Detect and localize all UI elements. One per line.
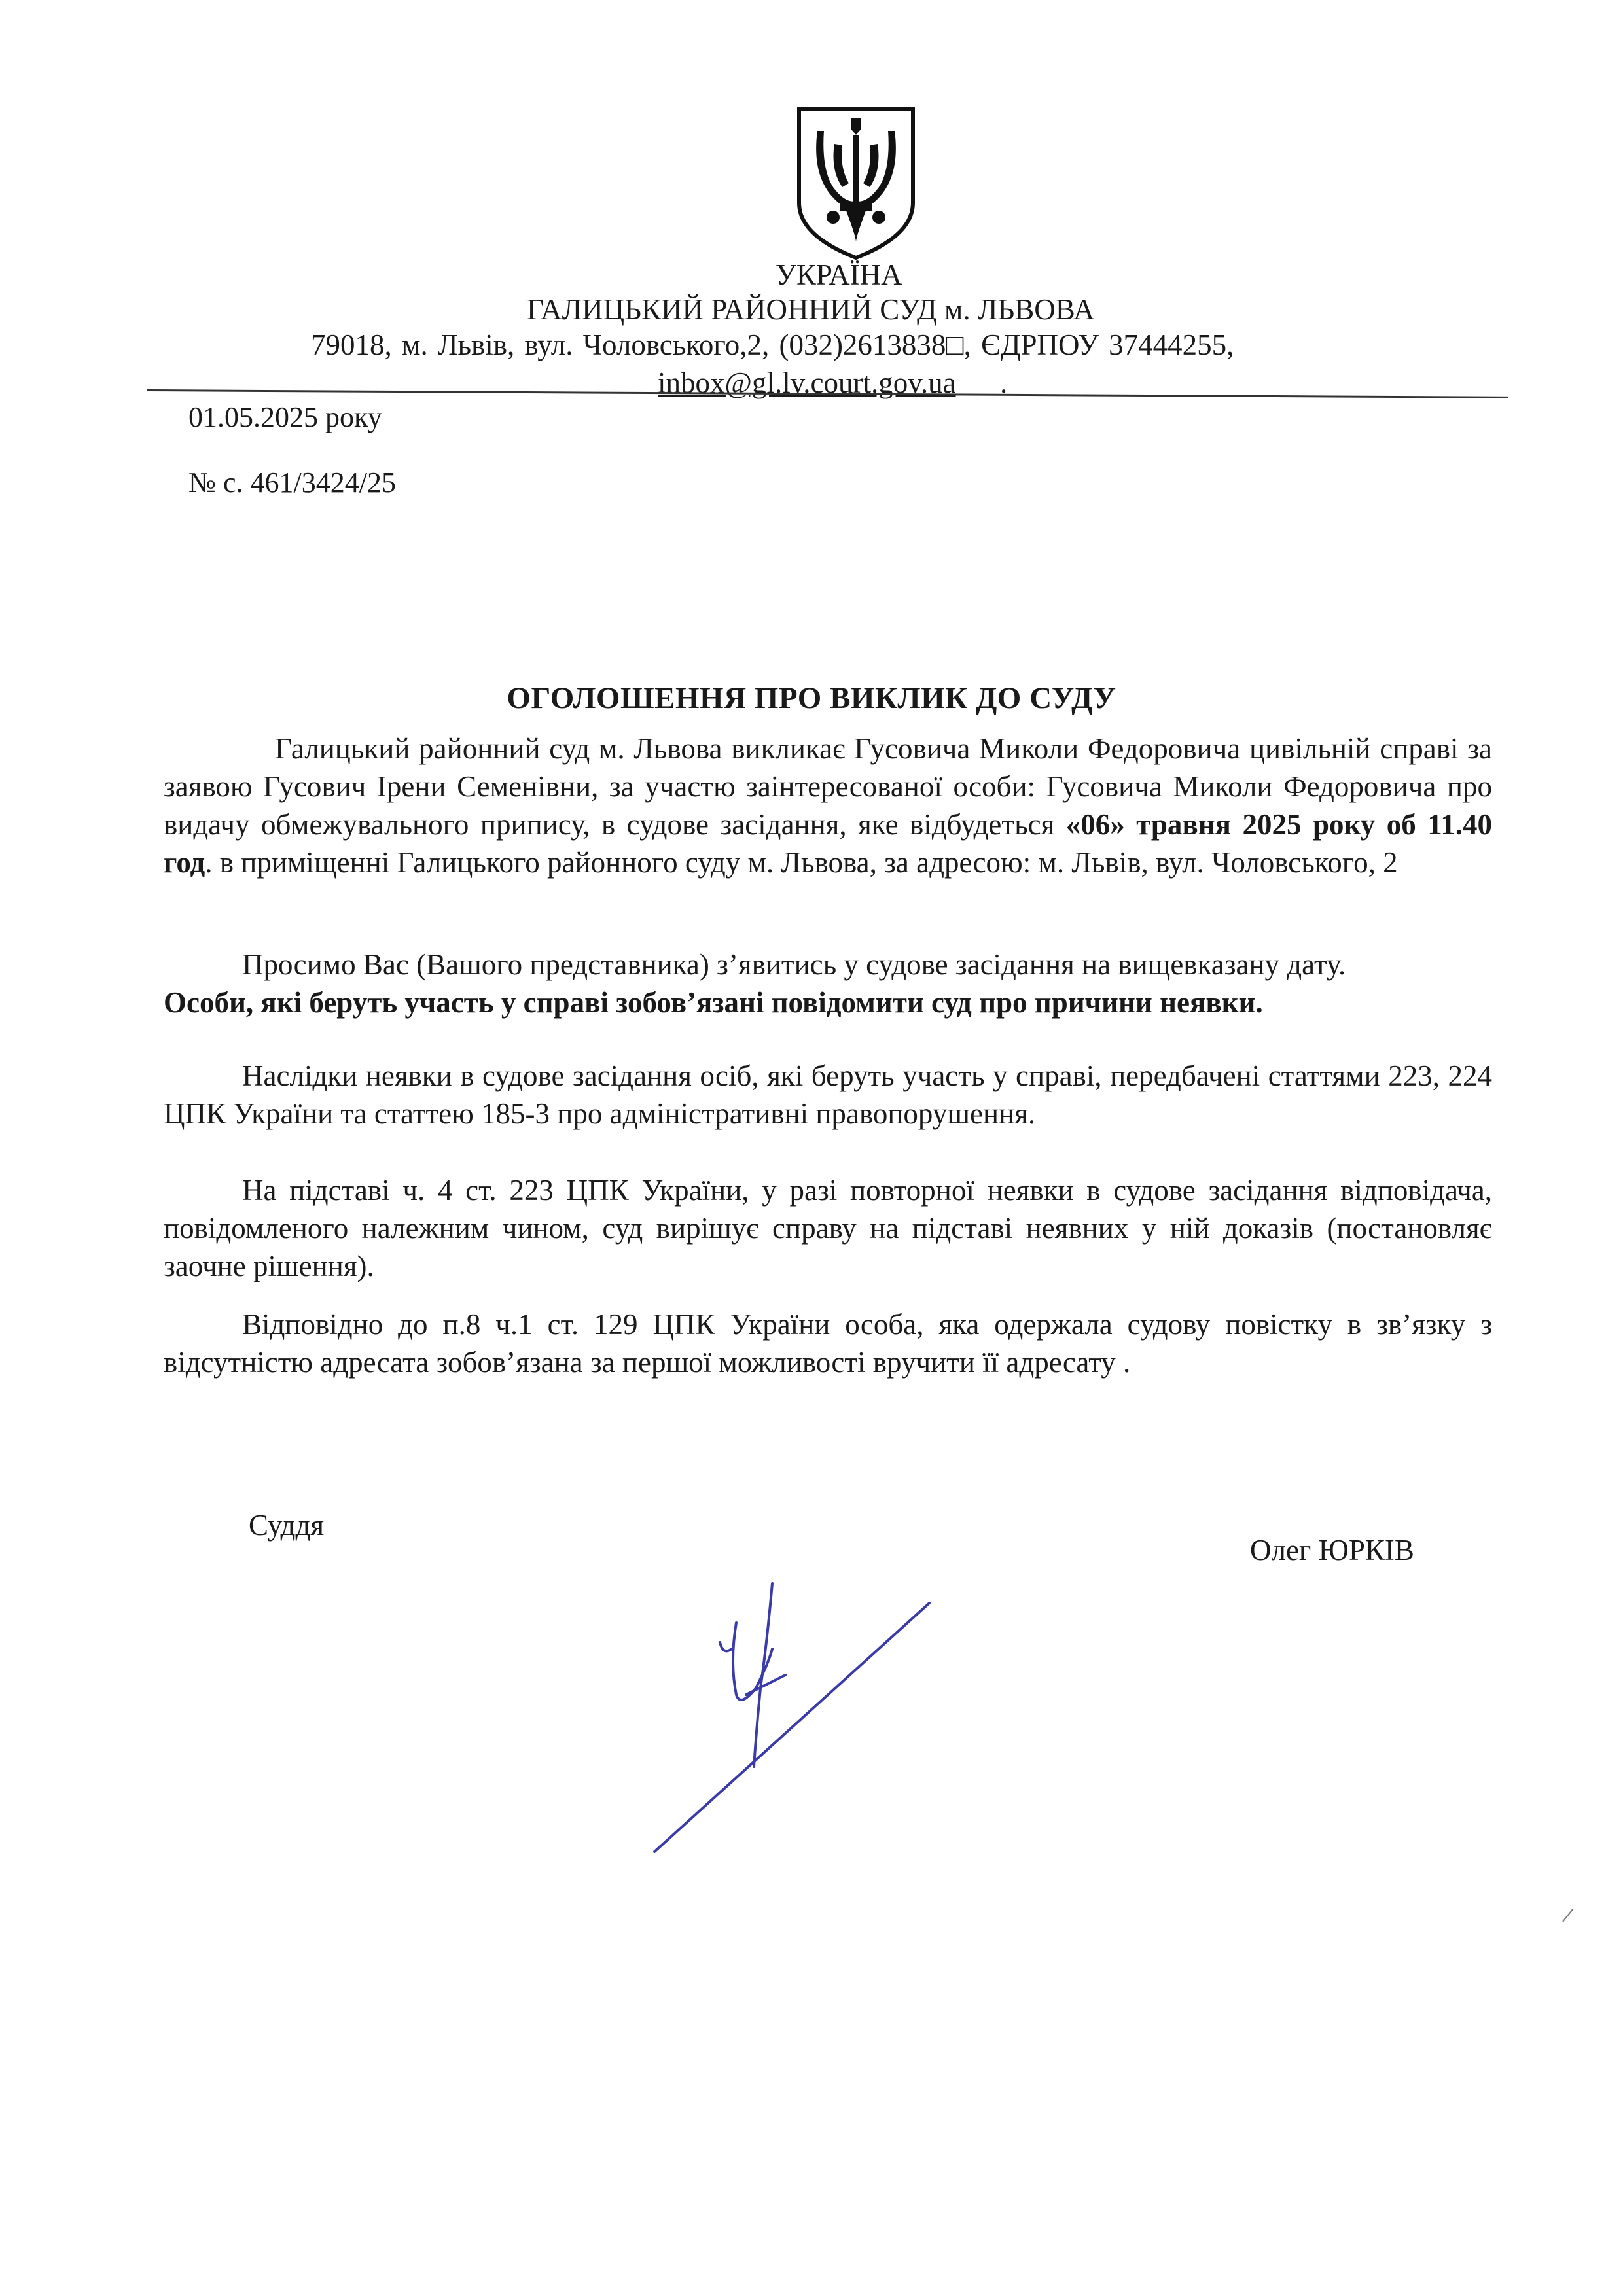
email-trailing-dot: . [1000, 366, 1008, 399]
judge-name: Олег ЮРКІВ [1250, 1534, 1414, 1566]
consequences-paragraph: Наслідки неявки в судове засідання осіб, які беруть участь у справі, передбачені статтями 223, 224 ЦПК України та статтею 185-3 про адміністративні правопорушення. [164, 1059, 1492, 1130]
case-number: № с. 461/3424/25 [188, 467, 396, 499]
legal-basis-paragraph: На підставі ч. 4 ст. 223 ЦПК України, у разі повторної неявки в судове засідання відповідача, повідомленого належним чином, суд вирішує справу на підставі неявних у ній доказів (постановляє заочне рішення). [164, 1174, 1492, 1282]
margin-mark [1561, 1907, 1575, 1923]
document-date: 01.05.2025 року [188, 401, 382, 433]
country-name: УКРАЇНА [776, 258, 902, 291]
hearing-datetime: «06» травня 2025 року об 11.40 год [164, 808, 1493, 879]
judge-role-label: Суддя [249, 1509, 325, 1542]
handwritten-signature [641, 1564, 936, 1865]
summons-text-end: . в приміщенні Галицького районного суду м. Львова, за адресою: м. Львів, вул. Чоловського, 2 [205, 846, 1398, 879]
trident-emblem-icon [794, 105, 918, 262]
court-email-link[interactable]: inbox@gl.lv.court.gov.ua [658, 366, 956, 399]
court-address: 79018, м. Львів, вул. Чоловського,2, (032)2613838□, ЄДРПОУ 37444255, [311, 328, 1234, 361]
request-text: Просимо Вас (Вашого представника) з’явитись у судове засідання на вищевказану дату. [242, 948, 1346, 981]
obligation-text: Особи, які беруть участь у справі зобов’язані повідомити суд про причини неявки. [164, 986, 1263, 1019]
summons-text: Галицький районний суд м. Львова викликає Гусовича Миколи Федоровича цивільній справі за заявою Гусович Ірени Семенівни, за участю заінтересованої особи: Гусовича Миколи Федоровича про видачу обмежувального припису, в судове засідання, яке відбудеться [164, 732, 1492, 841]
request-paragraph [164, 945, 1492, 1021]
notice-title: ОГОЛОШЕННЯ ПРО ВИКЛИК ДО СУДУ [507, 681, 1116, 715]
summons-paragraph [164, 730, 1492, 881]
article-129-paragraph: Відповідно до п.8 ч.1 ст. 129 ЦПК України особа, яка одержала судову повістку в зв’язку з відсутністю адресата зобов’язана за першої можливості вручити її адресату . [164, 1308, 1492, 1379]
court-name: ГАЛИЦЬКИЙ РАЙОННИЙ СУД м. ЛЬВОВА [527, 293, 1095, 326]
